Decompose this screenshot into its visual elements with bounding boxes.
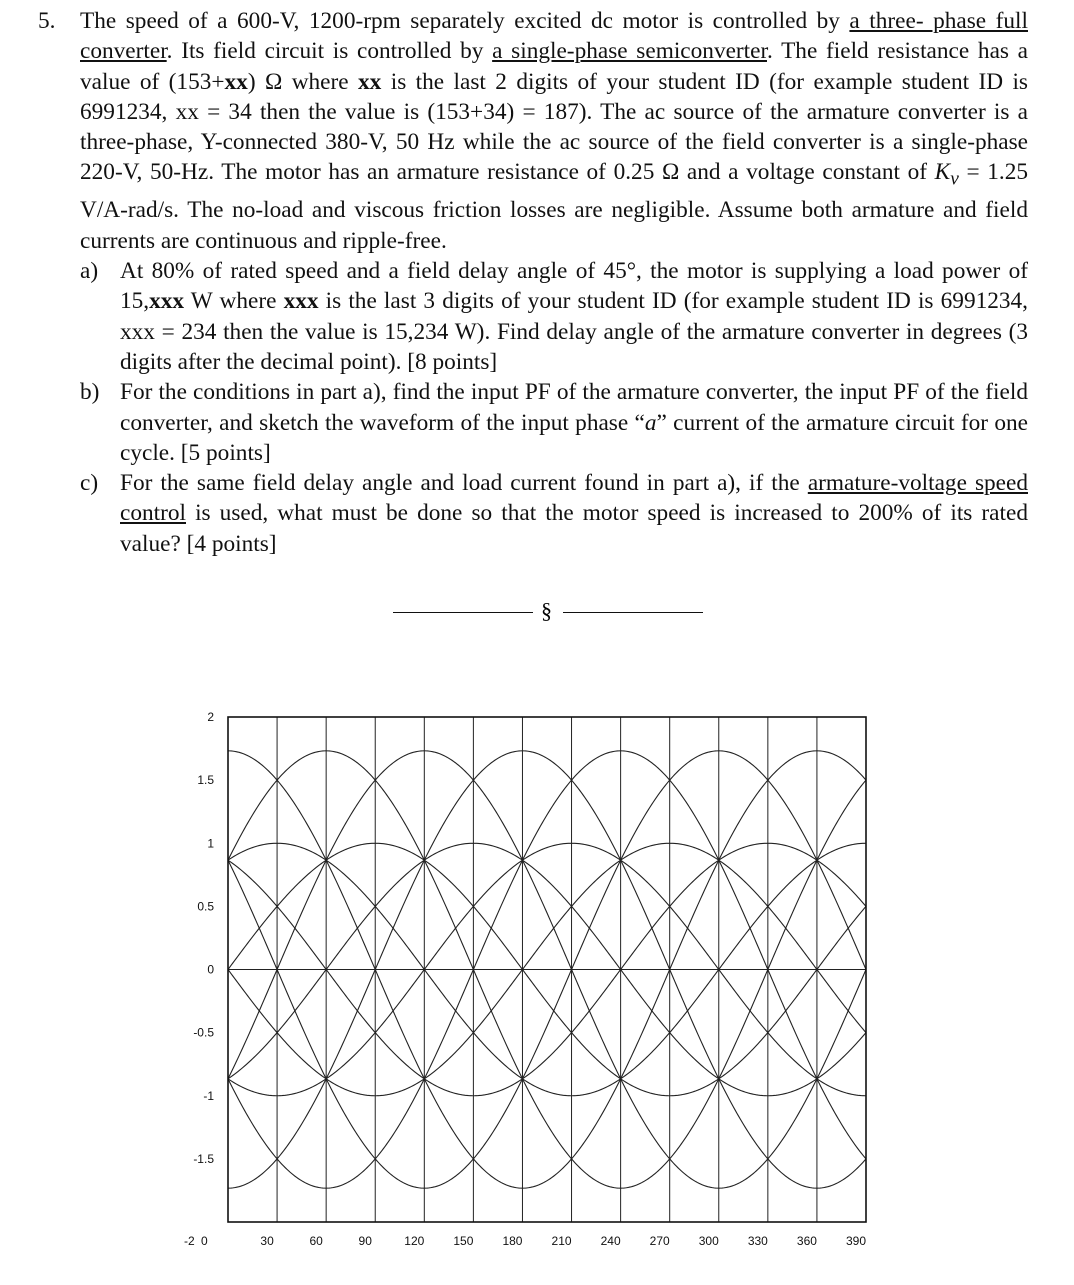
part-b (80, 377, 1028, 468)
part-c-label: c) (80, 470, 99, 497)
x-tick-label: 240 (600, 1234, 621, 1248)
question-5 (38, 6, 1028, 256)
question-number: 5. (38, 8, 56, 34)
question-text-5: is the last 2 digits of your student ID (for example student ID is 6991234, xx = 34 then the value is (153+34) = 187). The ac source of the armature converter is a three-phase, Y-connected 380-V, 50 Hz while the ac source of the field converter is a single-phase 220-V, 50-Hz. The motor has an armature resistance of 0.25 Ω and a voltage constant of (80, 68, 1028, 186)
underlined-single-phase-semiconverter: a single-phase semiconverter (492, 38, 767, 65)
x-tick-label: 360 (796, 1234, 817, 1248)
y-tick-label: 1 (207, 836, 214, 851)
y-tick-label: 1.5 (197, 773, 214, 788)
bold-xxx-2: xxx (283, 288, 319, 315)
y-tick-label: 0 (207, 962, 214, 977)
part-a (80, 256, 1028, 377)
section-symbol: § (541, 598, 552, 623)
x-tick-label: 390 (845, 1234, 867, 1248)
kv-symbol: K (934, 159, 951, 186)
question-text-6: = 1.25 V/A-rad/s. The no-load and viscous friction losses are negligible. Assume both armature and field currents are continuous and ripple-free. (80, 159, 1028, 254)
y-tick-label: -1.5 (193, 1151, 214, 1166)
waveform-chart (0, 690, 1074, 1260)
y-tick-label: -1 (203, 1088, 214, 1103)
divider-line-right (563, 612, 703, 613)
y-tick-label: 2 (207, 710, 214, 724)
part-a-text-2: W where (184, 288, 284, 315)
divider-line-left (393, 612, 533, 613)
question-text-3: . The field resistance has a value of (153+ (80, 38, 1029, 95)
part-a-text-1: At 80% of rated speed and a field delay angle of 45°, the motor is supplying a load power of 15, (120, 258, 1028, 315)
x-tick-label: 0 (201, 1234, 208, 1248)
x-tick-label: 210 (551, 1234, 572, 1248)
x-tick-label: 30 (260, 1234, 274, 1248)
x-tick-label: 330 (747, 1234, 768, 1248)
section-divider (393, 600, 703, 624)
question-text-block (38, 6, 1028, 559)
kv-subscript: v (950, 169, 959, 191)
x-tick-label: 120 (404, 1234, 425, 1248)
italic-a: a (644, 409, 657, 436)
x-tick-label: 150 (453, 1234, 474, 1248)
x-tick-label: 270 (649, 1234, 670, 1248)
underlined-armature-voltage-speed-control: armature-voltage speed control (120, 470, 1028, 527)
x-tick-label: 180 (502, 1234, 523, 1248)
y-tick-label: -2 (184, 1234, 195, 1248)
part-c-text-2: is used, what must be done so that the motor speed is increased to 200% of its rated value? [4 points] (120, 500, 1028, 557)
x-tick-label: 300 (698, 1234, 719, 1248)
part-c (80, 468, 1028, 559)
bold-xx: xx (224, 68, 248, 95)
x-tick-label: 90 (358, 1234, 372, 1248)
part-c-body (120, 468, 1028, 559)
part-a-body (120, 256, 1028, 377)
part-b-text-2: ” current of the armature circuit for one cycle. [5 points] (120, 409, 1028, 466)
bold-xxx: xxx (149, 288, 185, 315)
part-b-text-1: For the conditions in part a), find the input PF of the armature converter, the input PF of the field converter, and sketch the waveform of the input phase “ (120, 379, 1028, 436)
underlined-three-phase-full-converter: a three- phase full converter (80, 8, 1028, 65)
y-tick-label: 0.5 (197, 899, 214, 914)
part-a-text-3: is the last 3 digits of your student ID (for example student ID is 6991234, xxx = 234 then the value is 15,234 W). Find delay angle of the armature converter in degrees (3 digits after the decimal point). [8 points] (120, 288, 1029, 375)
question-body (80, 6, 1028, 256)
part-b-body (120, 377, 1028, 468)
y-tick-label: -0.5 (193, 1025, 214, 1040)
part-b-label: b) (80, 379, 100, 406)
part-c-text-1: For the same field delay angle and load current found in part a), if the (120, 470, 808, 497)
question-text-4: ) Ω where (247, 68, 359, 95)
bold-xx-2: xx (358, 68, 382, 95)
part-a-label: a) (80, 258, 99, 285)
question-text-2: . Its field circuit is controlled by (166, 38, 493, 65)
x-tick-label: 60 (309, 1234, 323, 1248)
question-text-1: The speed of a 600-V, 1200-rpm separately excited dc motor is controlled by (80, 8, 850, 34)
